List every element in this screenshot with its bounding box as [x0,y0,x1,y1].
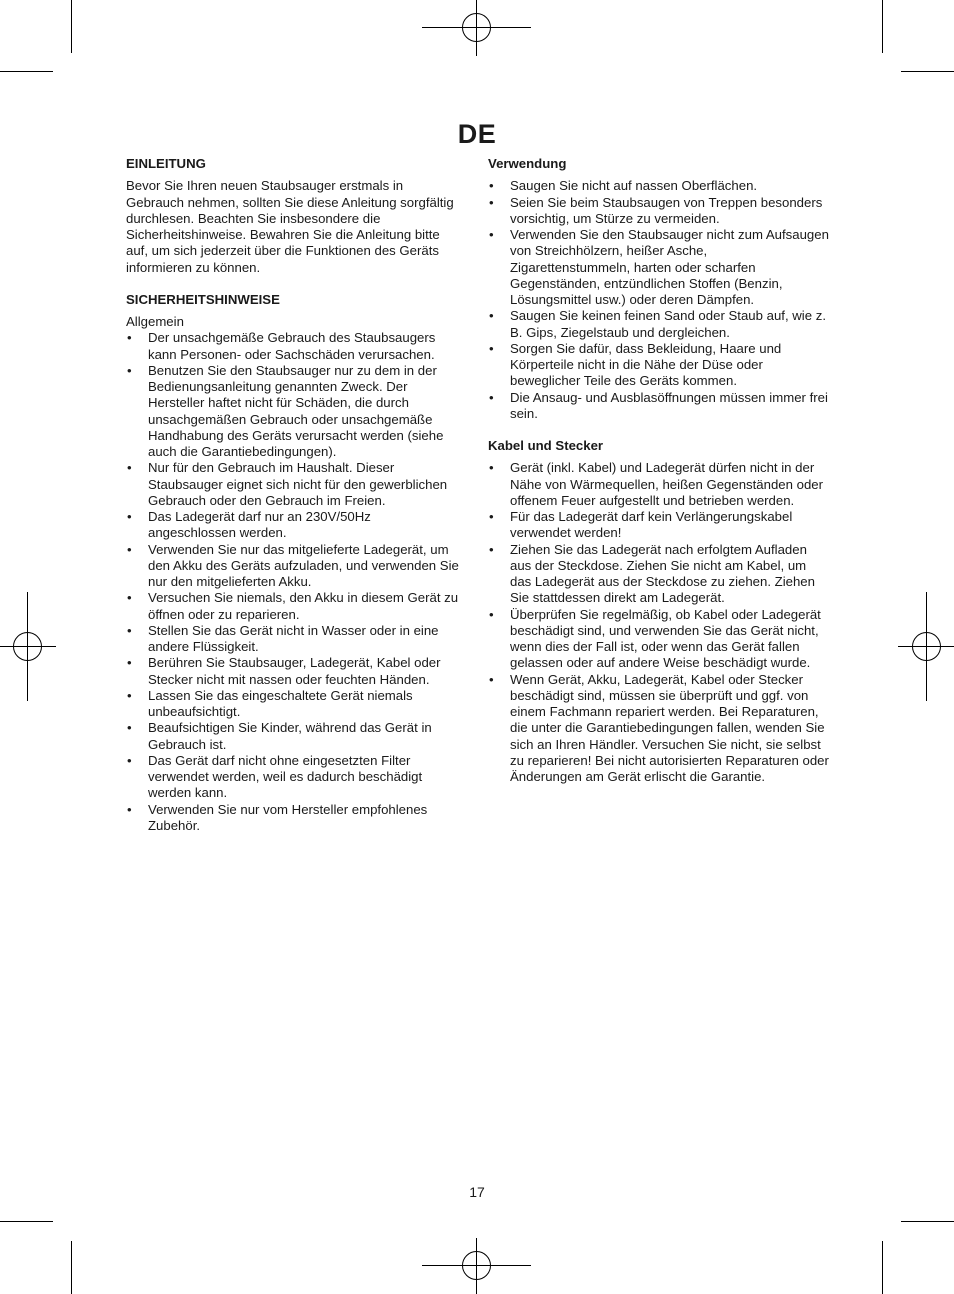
list-item: • Nur für den Gebrauch im Haushalt. Dieser Staubsauger eignet sich nicht für den gewerblichen Gebrauch oder den Gebrauch im Freien. [127,460,448,508]
intro-heading: EINLEITUNG [126,156,206,171]
list-item: • Saugen Sie nicht auf nassen Oberflächen. [489,178,758,194]
list-item: • Wenn Gerät, Akku, Ladegerät, Kabel oder Stecker beschädigt sind, müssen sie überprüft und ggf. von einem Fachmann repariert werden. Bei Reparaturen, die unter die Garantiebedingungen fallen, wenden Sie sich an Ihren Händler. Versuchen Sie nicht, sie selbst zu reparieren! Bei nicht autorisierten Reparaturen oder Änderungen am Gerät erlischt die Garantie. [489,671,829,784]
page-number: 17 [469,1184,485,1200]
list-item: • Die Ansaug- und Ausblasöffnungen müssen immer frei sein. [489,389,828,421]
general-safety-list [126,330,462,834]
list-item: • Beaufsichtigen Sie Kinder, während das Gerät in Gebrauch ist. [127,720,432,752]
general-label: Allgemein [126,314,184,329]
cable-list [488,460,830,785]
use-heading: Verwendung [488,156,567,171]
use-list [488,178,830,422]
list-item: • Saugen Sie keinen feinen Sand oder Staub auf, wie z. B. Gips, Ziegelstaub und dergleichen. [489,308,826,340]
list-item: • Verwenden Sie nur das mitgelieferte Ladegerät, um den Akku des Geräts aufzuladen, und verwenden Sie nur den mitgelieferten Akku. [127,541,459,589]
list-item: • Für das Ladegerät darf kein Verlängerungskabel verwendet werden! [489,509,793,541]
right-column [488,156,830,785]
list-item: • Versuchen Sie niemals, den Akku in diesem Gerät zu öffnen oder zu reparieren. [127,590,459,622]
list-item: • Das Ladegerät darf nur an 230V/50Hz angeschlossen werden. [127,509,371,541]
cable-heading: Kabel und Stecker [488,438,604,453]
intro-paragraph: Bevor Sie Ihren neuen Staubsauger erstmals in Gebrauch nehmen, sollten Sie diese Anleitung sorgfältig durchlesen. Beachten Sie insbesondere die Sicherheitshinweise. Bewahren Sie die Anleitung bitte auf, um sich jederzeit über die Funktionen des Geräts informieren zu können. [126,178,454,275]
list-item: • Verwenden Sie den Staubsauger nicht zum Aufsaugen von Streichhölzern, heißer Asche, Zigarettenstummeln, harten oder scharfen Gegenständen, entzündlichen Stoffen (Benzin, Lösungsmittel usw.) oder deren Dämpfen. [489,227,829,307]
list-item: • Verwenden Sie nur vom Hersteller empfohlenes Zubehör. [127,801,428,833]
list-item: • Sorgen Sie dafür, dass Bekleidung, Haare und Körperteile nicht in die Nähe der Düse oder beweglicher Teile des Geräts kommen. [489,340,782,389]
list-item: • Der unsachgemäße Gebrauch des Staubsaugers kann Personen- oder Sachschäden verursachen. [127,330,436,362]
safety-heading: SICHERHEITSHINWEISE [126,291,280,307]
list-item: • Ziehen Sie das Ladegerät nach erfolgtem Aufladen aus der Steckdose. Ziehen Sie nicht am Kabel, um das Ladegerät aus der Steckdose zu ziehen. Ziehen Sie stattdessen direkt am Ladegerät. [489,541,815,606]
list-item: • Das Gerät darf nicht ohne eingesetzten Filter verwendet werden, weil es dadurch beschädigt werden kann. [127,752,423,801]
list-item: • Überprüfen Sie regelmäßig, ob Kabel oder Ladegerät beschädigt sind, und verwenden Sie das Gerät nicht, wenn dies der Fall ist, oder wenn das Gerät fallen gelassen oder auf andere Weise beschädigt wurde. [489,606,821,671]
list-item: • Stellen Sie das Gerät nicht in Wasser oder in eine andere Flüssigkeit. [127,622,439,654]
list-item: • Berühren Sie Staubsauger, Ladegerät, Kabel oder Stecker nicht mit nassen oder feuchten Händen. [127,655,441,687]
language-code: DE [457,119,497,149]
list-item: • Benutzen Sie den Staubsauger nur zu dem in der Bedienungsanleitung genannten Zweck. Der Hersteller haftet nicht für Schäden, die durch unsachgemäßen Gebrauch oder unsachgemäße Handhabung des Geräts verursacht werden (siehe auch die Garantiebedingungen). [127,362,444,459]
list-item: • Gerät (inkl. Kabel) und Ladegerät dürfen nicht in der Nähe von Wärmequellen, heißen Gegenständen oder offenem Feuer aufgestellt und betrieben werden. [489,460,824,508]
left-column [126,156,462,834]
list-item: • Seien Sie beim Staubsaugen von Treppen besonders vorsichtig, um Stürze zu vermeiden. [489,194,823,226]
list-item: • Lassen Sie das eingeschaltete Gerät niemals unbeaufsichtigt. [127,687,413,719]
